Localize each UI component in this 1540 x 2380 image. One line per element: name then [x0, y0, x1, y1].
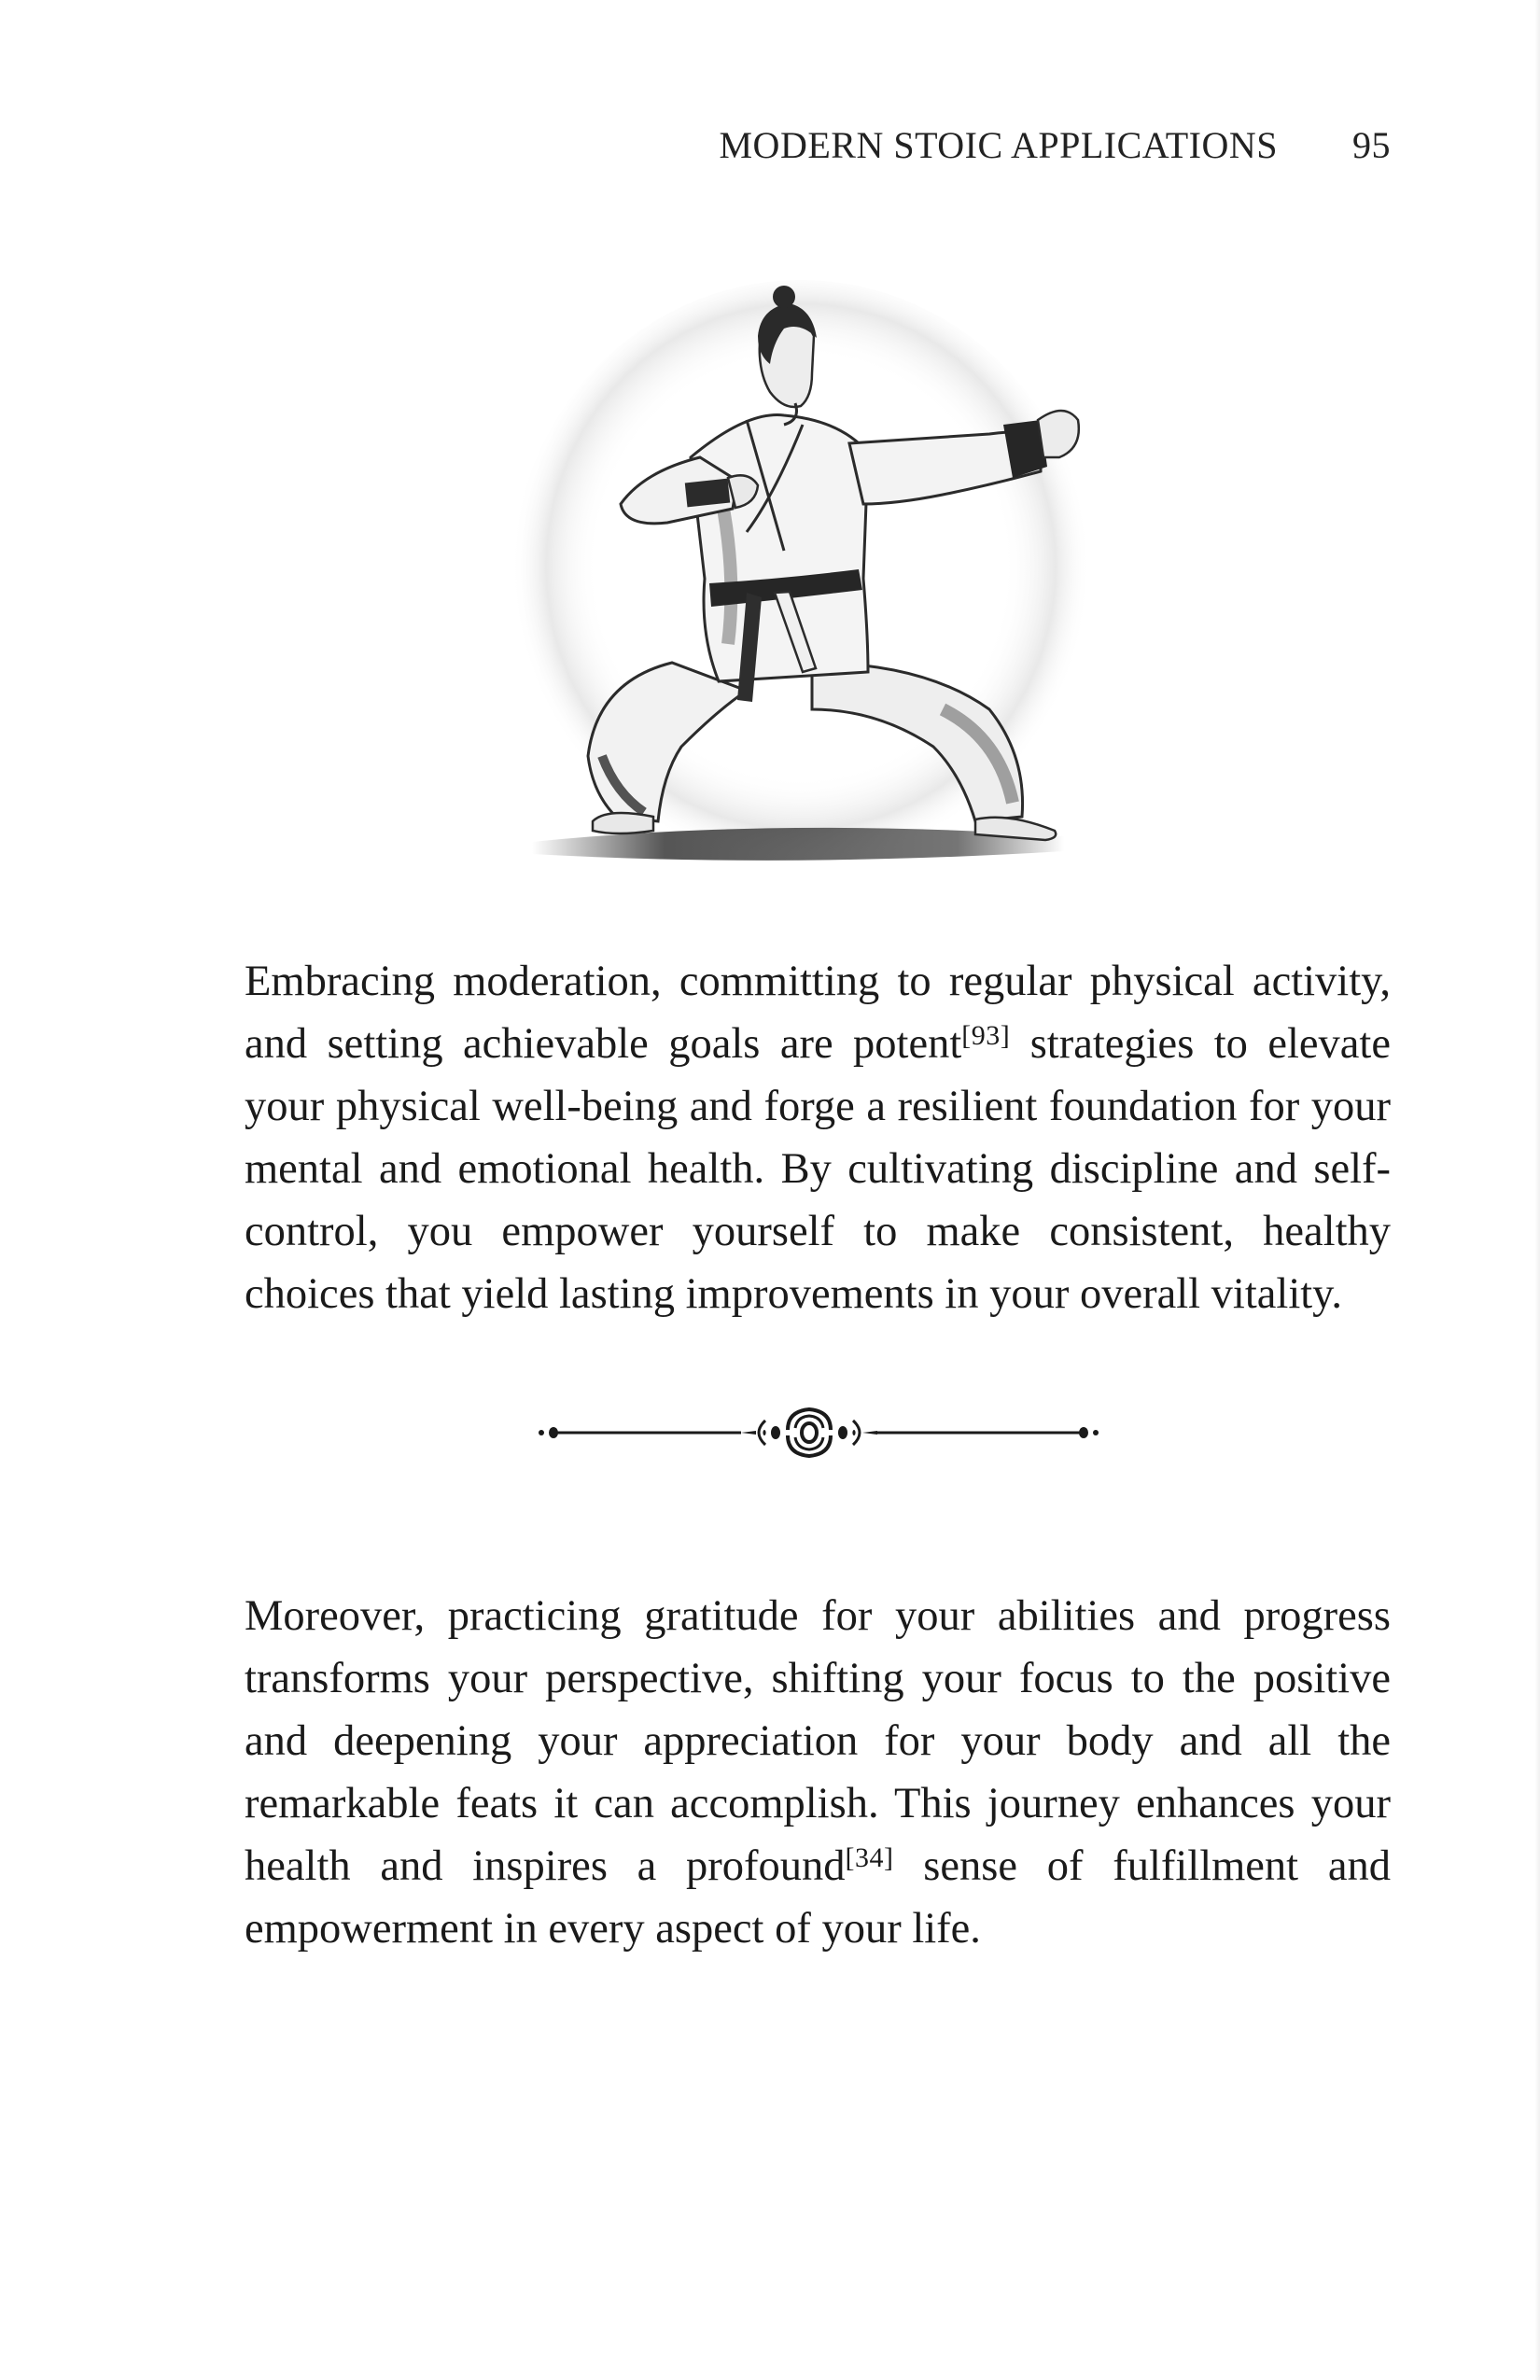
paragraph-2-text-after: sense of fulfillment and empowerment in every aspect of your life.: [245, 1842, 1391, 1953]
citation-34[interactable]: [34]: [845, 1842, 894, 1873]
paragraph-2-text-before: Moreover, practicing gratitude for your abilities and progress transforms your perspective, shifting your focus to the positive and deepening your appreciation for your body and all the remarkable feats it can accomplish. This journey enhances your health and inspires a profound: [245, 1592, 1391, 1890]
gi-jacket: [691, 415, 868, 681]
paragraph-1-text-before: Embracing moderation, committing to regular physical activity, and setting achievable goals are potent: [245, 958, 1391, 1068]
paragraph-1: [245, 950, 1391, 1325]
ornamental-divider-icon: [534, 1400, 1103, 1465]
citation-93[interactable]: [93]: [961, 1020, 1011, 1051]
running-header: [0, 123, 1391, 167]
hair-bun: [773, 286, 795, 308]
extended-fist: [1038, 411, 1079, 457]
page-number: 95: [1352, 124, 1391, 166]
paragraph-1-text-after: strategies to elevate your physical well-being and forge a resilient foundation for your mental and emotional health. By cultivating discipline and self-control, you empower yourself to make consistent, healthy choices that yield lasting improvements in your overall vitality.: [245, 1020, 1391, 1318]
left-foot: [593, 813, 653, 833]
martial-artist-illustration: [504, 271, 1101, 924]
paragraph-2: [245, 1585, 1391, 1960]
running-title: MODERN STOIC APPLICATIONS: [719, 124, 1278, 166]
page-edge-shadow: [1534, 0, 1540, 2380]
